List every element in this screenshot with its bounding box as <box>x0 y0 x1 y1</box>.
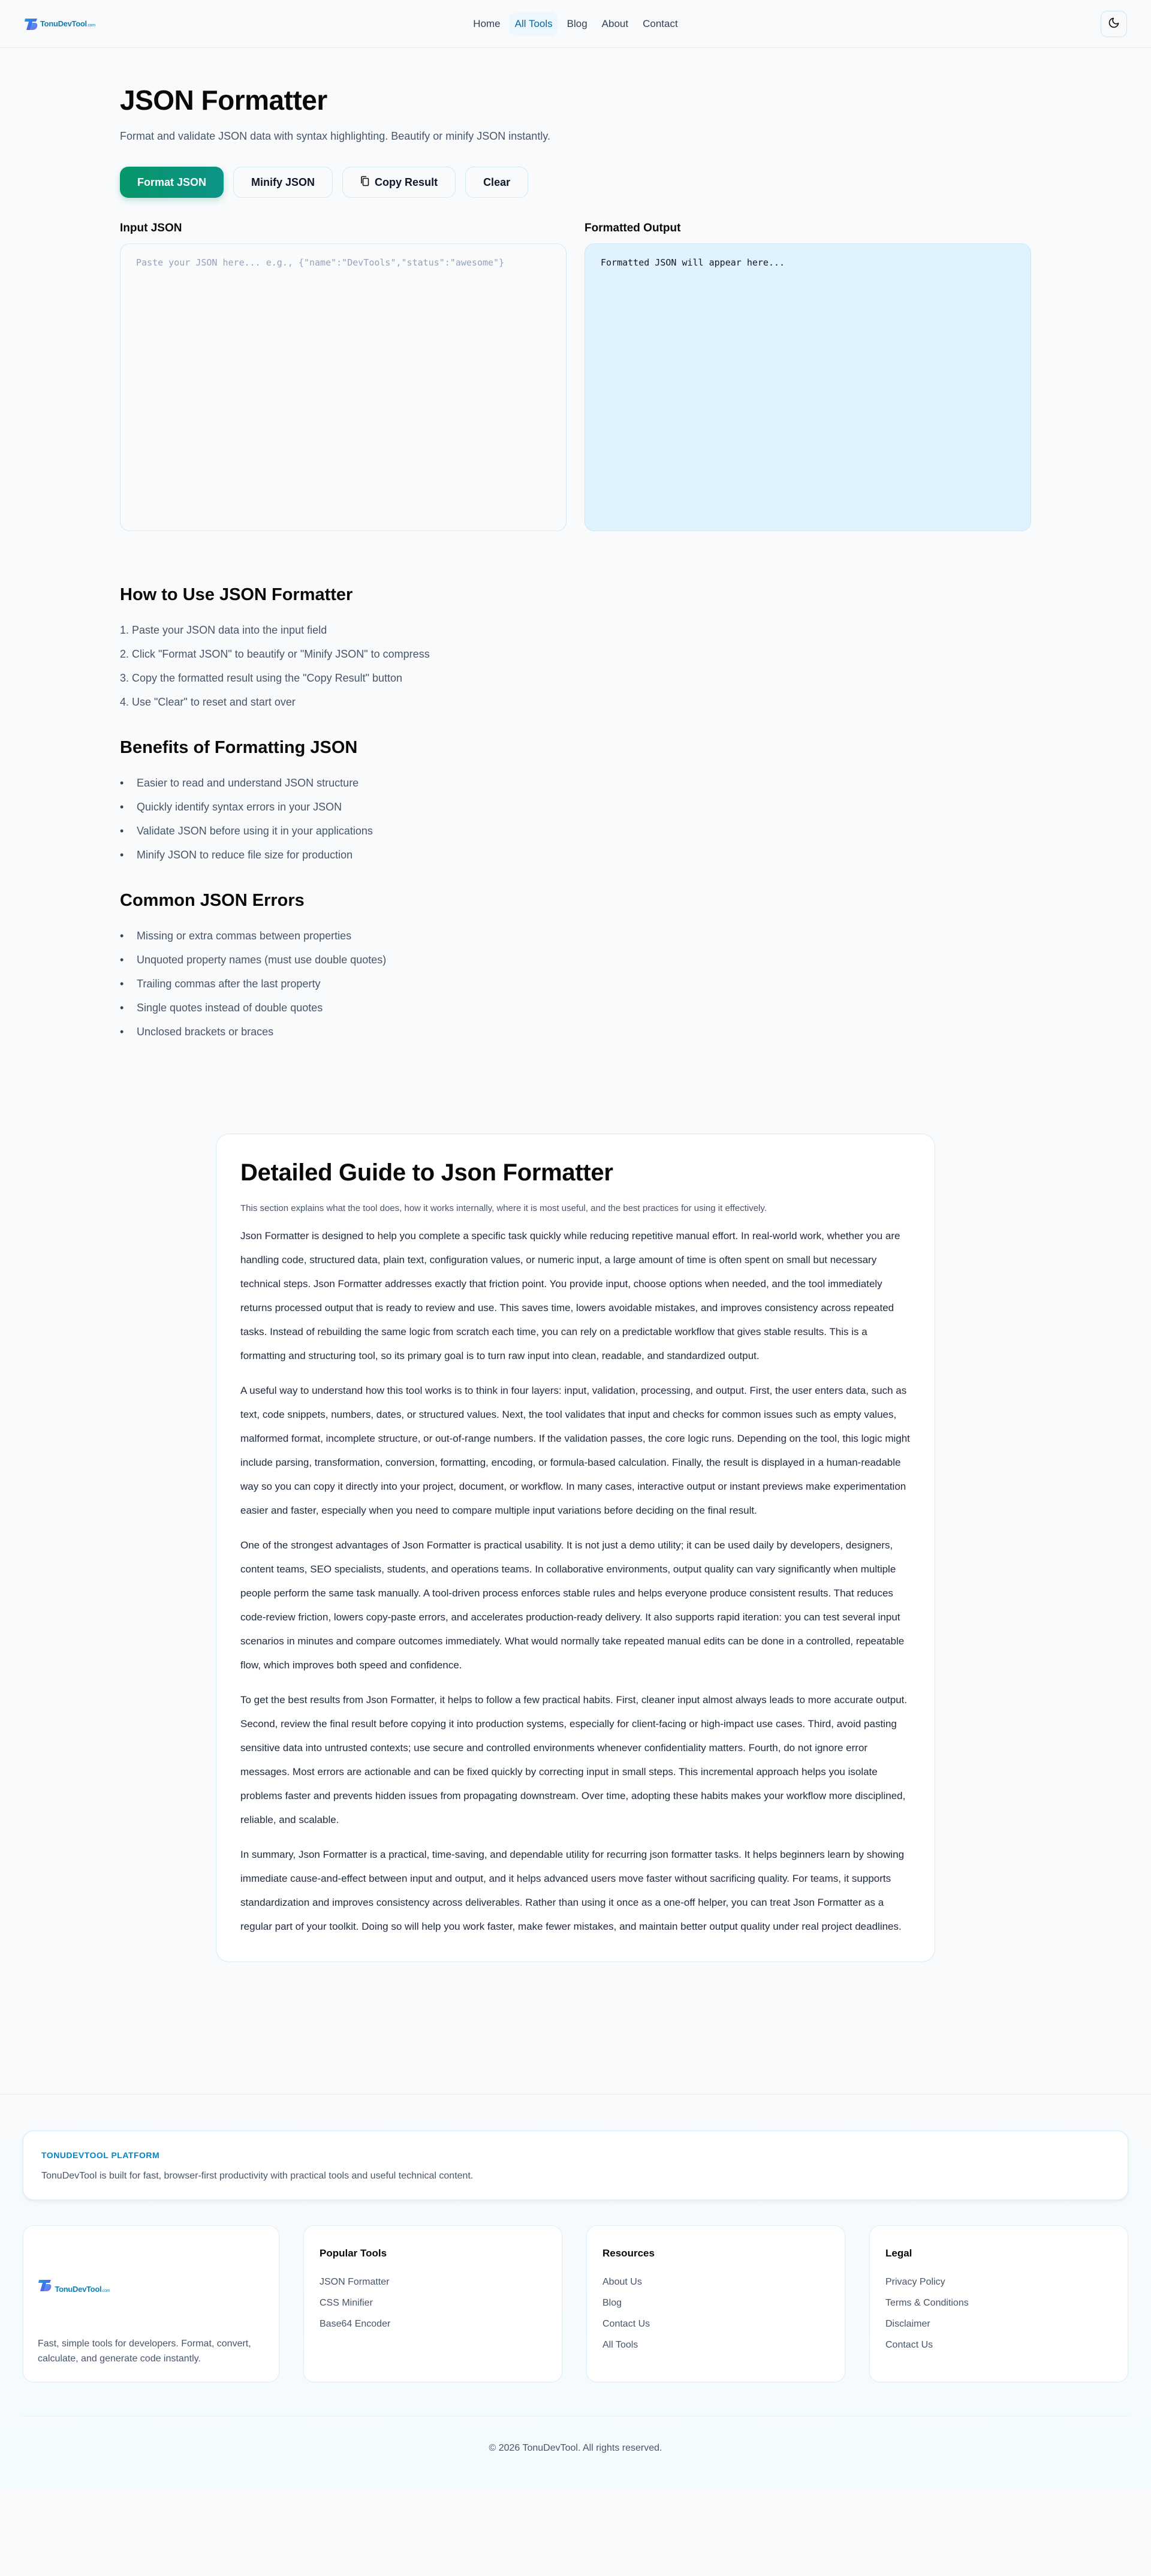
info-section <box>120 585 1031 1044</box>
platform-text: TonuDevTool is built for fast, browser-first productivity with practical tools and useful technical content. <box>41 2171 474 2182</box>
footer-link-contact-us[interactable]: Contact Us <box>602 2319 650 2330</box>
footer-column-title: Popular Tools <box>320 2247 387 2259</box>
footer-link-json-formatter[interactable]: JSON Formatter <box>320 2277 390 2288</box>
editor-panels <box>120 222 1031 531</box>
guide-paragraph: A useful way to understand how this tool works is to think in four layers: input, validation, processing, and output. First, the user enters data, such as text, code snippets, numbers, dates, or structured values. Next, the tool validates that input and checks for common issues such as empty values, malformed format, incomplete structure, or out-of-range numbers. If the validation passes, the core logic runs. Depending on the tool, this logic might include parsing, transformation, conversion, formatting, encoding, or formula-based calculation. Finally, the result is displayed in a human-readable way so you can copy it directly into your project, document, or workflow. In many cases, interactive output or instant previews make experimentation easier and faster, especially when you need to compare multiple input variations before deciding on the final result. <box>240 1385 910 1517</box>
footer-link-blog[interactable]: Blog <box>602 2298 622 2309</box>
footer-link-privacy-policy[interactable]: Privacy Policy <box>885 2277 945 2288</box>
how-to-step: 3. Copy the formatted result using the "Copy Result" button <box>120 672 403 685</box>
main-nav <box>468 12 683 36</box>
nav-all-tools[interactable]: All Tools <box>510 12 558 36</box>
guide-paragraph: One of the strongest advantages of Json Formatter is practical usability. It is not just a demo utility; it can be used daily by developers, designers, content teams, SEO specialists, students, and operations teams. In collaborative environments, output quality can vary significantly when multiple people perform the same task manually. A tool-driven process enforces stable rules and helps everyone produce consistent results. That reduces code-review friction, lowers copy-paste errors, and accelerates production-ready delivery. It also supports rapid iteration: you can test several input scenarios in minutes and compare outcomes immediately. What would normally take repeated manual edits can be done in a controlled, repeatable flow, which improves both speed and confidence. <box>240 1539 905 1671</box>
json-input-textarea[interactable]: Paste your JSON here... e.g., {"name":"DevTools","status":"awesome"} <box>120 243 567 531</box>
how-to-steps <box>120 618 1031 714</box>
clear-label: Clear <box>483 176 511 188</box>
footer-link-base64-encoder[interactable]: Base64 Encoder <box>320 2319 391 2330</box>
logo-icon <box>24 17 38 31</box>
errors-title: Common JSON Errors <box>120 891 305 911</box>
footer-popular-tools <box>303 2225 562 2382</box>
nav-home[interactable]: Home <box>473 17 501 29</box>
error-item: • Trailing commas after the last property <box>120 972 1031 996</box>
copyright: © 2026 TonuDevTool. All rights reserved. <box>23 2416 1128 2487</box>
how-to-title: How to Use JSON Formatter <box>120 585 353 605</box>
benefit-item: • Minify JSON to reduce file size for production <box>120 843 1031 867</box>
footer-logo[interactable] <box>38 2279 264 2301</box>
logo-text: TonuDevTool.com <box>40 19 95 28</box>
footer-column-title: Legal <box>885 2247 912 2259</box>
nav-blog[interactable]: Blog <box>567 17 587 29</box>
guide-paragraph: To get the best results from Json Formatter, it helps to follow a few practical habits. First, cleaner input almost always leads to more accurate output. Second, review the final result before copying it into production systems, especially for client-facing or high-impact use cases. Third, avoid pasting sensitive data into untrusted contexts; use secure and controlled environments whenever confidentiality matters. Fourth, do not ignore error messages. Most errors are actionable and can be fixed quickly by correcting input in small steps. This incremental approach helps you isolate problems faster and prevents hidden issues from propagating downstream. Over time, adopting these habits makes your workflow more disciplined, reliable, and scalable. <box>240 1694 908 1826</box>
footer-legal <box>869 2225 1128 2382</box>
page-subtitle: Format and validate JSON data with syntax highlighting. Beautify or minify JSON instantly. <box>120 130 550 143</box>
logo-icon <box>38 2284 55 2294</box>
moon-icon <box>1108 17 1120 31</box>
errors-section <box>120 891 1031 1044</box>
output-label: Formatted Output <box>584 222 681 235</box>
benefits-list <box>120 771 1031 867</box>
tool-toolbar <box>120 167 1031 198</box>
site-footer <box>0 2094 1151 2487</box>
json-output-area[interactable]: Formatted JSON will appear here... <box>584 243 1031 531</box>
page-title: JSON Formatter <box>120 85 327 116</box>
how-to-step: 1. Paste your JSON data into the input field <box>120 624 327 637</box>
guide-title: Detailed Guide to Json Formatter <box>240 1159 613 1186</box>
input-panel <box>120 222 567 531</box>
footer-brand-card <box>23 2225 279 2382</box>
benefit-item: • Easier to read and understand JSON structure <box>120 771 1031 795</box>
site-header <box>0 0 1151 48</box>
error-item: • Unclosed brackets or braces <box>120 1020 1031 1044</box>
clear-button[interactable] <box>465 167 528 198</box>
tool-main <box>120 48 1031 1044</box>
guide-intro: This section explains what the tool does, how it works internally, where it is most useful, and the best practices for using it effectively. <box>240 1203 767 1214</box>
footer-link-disclaimer[interactable]: Disclaimer <box>885 2319 930 2330</box>
footer-link-about-us[interactable]: About Us <box>602 2277 642 2288</box>
benefit-item: • Quickly identify syntax errors in your JSON <box>120 795 1031 819</box>
minify-json-button[interactable] <box>233 167 333 198</box>
footer-column-title: Resources <box>602 2247 655 2259</box>
copy-icon <box>360 176 370 189</box>
guide-paragraph: Json Formatter is designed to help you complete a specific task quickly while reducing repetitive manual effort. In real-world work, whether you are handling code, structured data, plain text, configuration values, or numeric input, a large amount of time is often spent on small but necessary technical steps. Json Formatter addresses exactly that friction point. You provide input, choose options when needed, and the tool immediately returns processed output that is ready to review and use. This saves time, lowers avoidable mistakes, and improves consistency across repeated tasks. Instead of rebuilding the same logic from scratch each time, you can rely on a predictable workflow that gives stable results. This is a formatting and structuring tool, so its primary goal is to turn raw input into clean, readable, and standardized output. <box>240 1230 900 1362</box>
input-label: Input JSON <box>120 222 182 235</box>
error-item: • Single quotes instead of double quotes <box>120 996 1031 1020</box>
platform-card <box>23 2131 1128 2200</box>
copy-result-label: Copy Result <box>375 176 438 188</box>
minify-json-label: Minify JSON <box>251 176 315 188</box>
footer-grid <box>23 2225 1128 2382</box>
nav-contact[interactable]: Contact <box>643 17 678 29</box>
output-panel <box>584 222 1031 531</box>
benefits-title: Benefits of Formatting JSON <box>120 738 358 758</box>
footer-link-terms[interactable]: Terms & Conditions <box>885 2298 969 2309</box>
how-to-step: 2. Click "Format JSON" to beautify or "Minify JSON" to compress <box>120 648 430 661</box>
how-to-step: 4. Use "Clear" to reset and start over <box>120 696 296 709</box>
theme-toggle-button[interactable] <box>1101 11 1127 37</box>
footer-resources <box>586 2225 845 2382</box>
guide-paragraph: In summary, Json Formatter is a practical, time-saving, and dependable utility for recurring json formatter tasks. It helps beginners learn by showing immediate cause-and-effect between input and output, and it helps advanced users move faster without sacrificing quality. For teams, it supports standardization and improves consistency across deliverables. Rather than using it once as a one-off helper, you can treat Json Formatter as a regular part of your toolkit. Doing so will help you work faster, make fewer mistakes, and maintain better output quality under real project deadlines. <box>240 1849 905 1933</box>
detailed-guide-card <box>216 1134 935 1962</box>
site-logo[interactable] <box>24 17 95 31</box>
platform-title: TONUDEVTOOL PLATFORM <box>41 2150 160 2161</box>
logo-text: TonuDevTool.com <box>55 2285 110 2294</box>
nav-about[interactable]: About <box>601 17 629 29</box>
error-item: • Unquoted property names (must use double quotes) <box>120 948 1031 972</box>
footer-link-contact-us[interactable]: Contact Us <box>885 2340 933 2351</box>
format-json-button[interactable] <box>120 167 224 198</box>
footer-link-css-minifier[interactable]: CSS Minifier <box>320 2298 373 2309</box>
errors-list <box>120 924 1031 1044</box>
footer-link-all-tools[interactable]: All Tools <box>602 2340 638 2351</box>
error-item: • Missing or extra commas between properties <box>120 924 1031 948</box>
copy-result-button[interactable] <box>342 167 456 198</box>
how-to-section <box>120 585 1031 714</box>
benefits-section <box>120 738 1031 867</box>
format-json-label: Format JSON <box>137 176 207 188</box>
footer-brand-description: Fast, simple tools for developers. Format, convert, calculate, and generate code instantly. <box>38 2339 251 2364</box>
benefit-item: • Validate JSON before using it in your applications <box>120 819 1031 843</box>
